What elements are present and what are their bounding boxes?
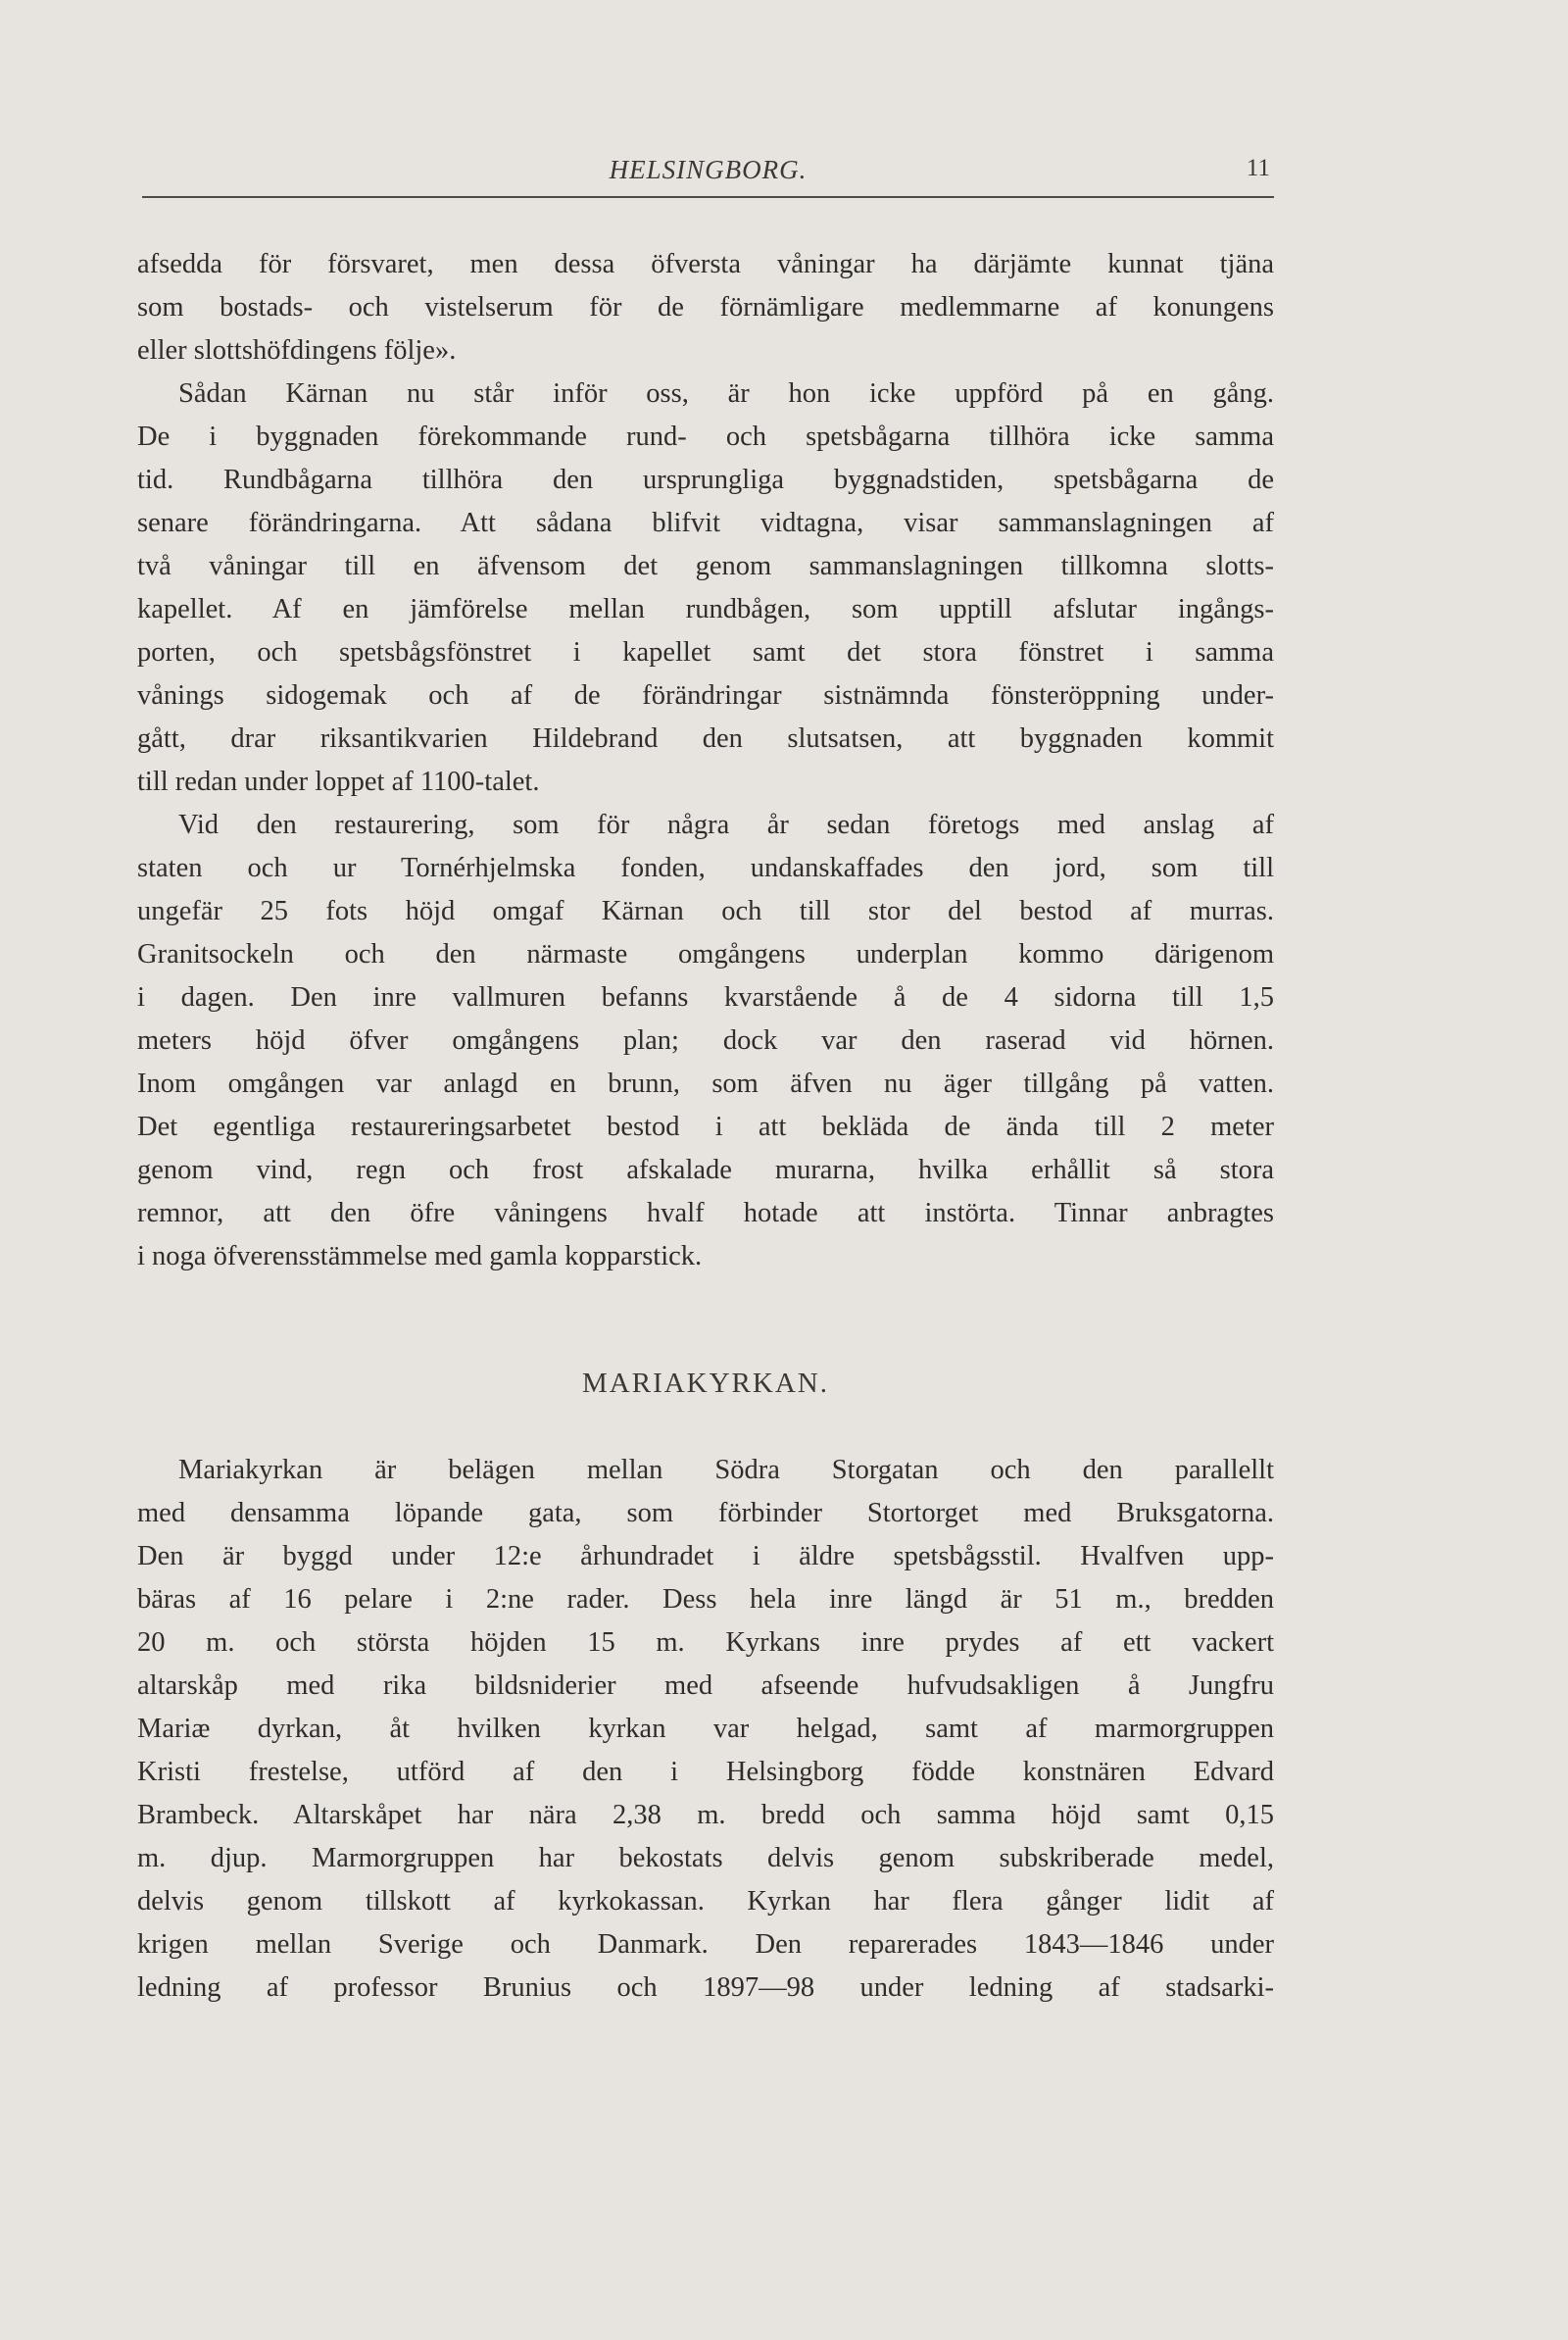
text-line: i dagen. Den inre vallmuren befanns kvarstående å de 4 sidorna till 1,5 — [137, 982, 1274, 1013]
text-line: Kristi frestelse, utförd af den i Helsingborg födde konstnären Edvard — [137, 1757, 1274, 1787]
section-kärnan-text — [137, 243, 1274, 1278]
text-line: Den är byggd under 12:e århundradet i äldre spetsbågsstil. Hvalfven upp- — [137, 1541, 1274, 1571]
text-line: två våningar till en äfvensom det genom sammanslagningen tillkomna slotts- — [137, 551, 1274, 581]
text-line: genom vind, regn och frost afskalade murarna, hvilka erhållit så stora — [137, 1155, 1274, 1185]
text-line: Sådan Kärnan nu står inför oss, är hon icke uppförd på en gång. — [178, 378, 1274, 409]
text-line: Mariæ dyrkan, åt hvilken kyrkan var helgad, samt af marmorgruppen — [137, 1714, 1274, 1744]
text-line: i noga öfverensstämmelse med gamla kopparstick. — [137, 1241, 703, 1271]
text-line: afsedda för försvaret, men dessa öfversta våningar ha därjämte kunnat tjäna — [137, 249, 1274, 279]
text-line: porten, och spetsbågsfönstret i kapellet samt det stora fönstret i samma — [137, 637, 1274, 668]
text-line: kapellet. Af en jämförelse mellan rundbågen, som upptill afslutar ingångs- — [137, 594, 1274, 624]
text-line: Brambeck. Altarskåpet har nära 2,38 m. bredd och samma höjd samt 0,15 — [137, 1800, 1274, 1830]
text-line: krigen mellan Sverige och Danmark. Den reparerades 1843—1846 under — [137, 1929, 1274, 1960]
text-line: altarskåp med rika bildsniderier med afseende hufvudsakligen å Jungfru — [137, 1670, 1274, 1701]
text-line: Det egentliga restaureringsarbetet bestod i att bekläda de ända till 2 meter — [137, 1112, 1274, 1142]
header-rule — [142, 196, 1274, 198]
text-line: m. djup. Marmorgruppen har bekostats delvis genom subskriberade medel, — [137, 1843, 1274, 1873]
text-line: De i byggnaden förekommande rund- och spetsbågarna tillhöra icke samma — [137, 422, 1274, 452]
text-line: delvis genom tillskott af kyrkokassan. Kyrkan har flera gånger lidit af — [137, 1886, 1274, 1917]
text-line: meters höjd öfver omgångens plan; dock var den raserad vid hörnen. — [137, 1025, 1274, 1056]
text-line: bäras af 16 pelare i 2:ne rader. Dess hela inre längd är 51 m., bredden — [137, 1584, 1274, 1615]
text-line: ungefär 25 fots höjd omgaf Kärnan och till stor del bestod af murras. — [137, 896, 1274, 926]
section-heading: MARIAKYRKAN. — [582, 1368, 829, 1399]
text-line: vånings sidogemak och af de förändringar sistnämnda fönsteröppning under- — [137, 680, 1274, 711]
text-line: 20 m. och största höjden 15 m. Kyrkans inre prydes af ett vackert — [137, 1627, 1274, 1658]
text-line: Mariakyrkan är belägen mellan Södra Storgatan och den parallellt — [178, 1455, 1274, 1485]
section-mariakyrkan-text — [137, 1449, 1274, 2010]
text-line: till redan under loppet af 1100-talet. — [137, 767, 540, 797]
text-line: Inom omgången var anlagd en brunn, som äfven nu äger tillgång på vatten. — [137, 1069, 1274, 1099]
text-line: Vid den restaurering, som för några år sedan företogs med anslag af — [178, 810, 1274, 840]
text-line: staten och ur Tornérhjelmska fonden, undanskaffades den jord, som till — [137, 853, 1274, 883]
text-line: som bostads- och vistelserum för de förnämligare medlemmarne af konungens — [137, 292, 1274, 323]
text-line: remnor, att den öfre våningens hvalf hotade att instörta. Tinnar anbragtes — [137, 1198, 1274, 1228]
text-line: senare förändringarna. Att sådana blifvit vidtagna, visar sammanslagningen af — [137, 508, 1274, 538]
text-line: med densamma löpande gata, som förbinder Stortorget med Bruksgatorna. — [137, 1498, 1274, 1528]
page-header — [142, 147, 1274, 198]
text-line: tid. Rundbågarna tillhöra den ursprungliga byggnadstiden, spetsbågarna de — [137, 465, 1274, 495]
running-title: HELSINGBORG. — [609, 155, 808, 184]
text-line: ledning af professor Brunius och 1897—98 under ledning af stadsarki- — [137, 1972, 1274, 2003]
page-number: 11 — [1246, 155, 1270, 181]
text-line: Granitsockeln och den närmaste omgångens underplan kommo därigenom — [137, 939, 1274, 970]
text-line: eller slottshöfdingens följe». — [137, 335, 457, 366]
text-line: gått, drar riksantikvarien Hildebrand den slutsatsen, att byggnaden kommit — [137, 723, 1274, 754]
